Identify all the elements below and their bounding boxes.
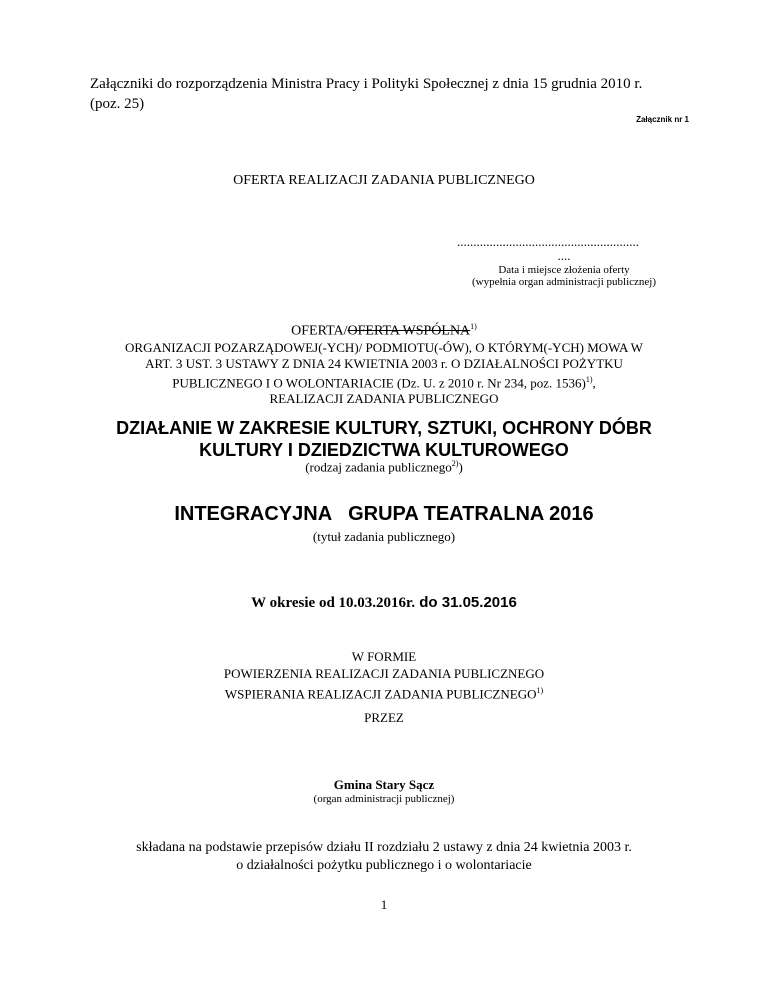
date-dotted-line: ........................................................ xyxy=(457,234,639,249)
footnote-ref: 2) xyxy=(451,459,459,468)
task-title: INTEGRACYJNA GRUPA TEATRALNA 2016 xyxy=(174,503,594,525)
date-label-note: (wypełnia organ administracji publicznej) xyxy=(472,276,656,288)
by-label: PRZEZ xyxy=(364,710,404,725)
date-dotted-line-continued: .... xyxy=(557,248,571,263)
offer-heading-struck-text: OFERTA WSPÓLNA xyxy=(347,323,471,339)
page-number: 1 xyxy=(380,897,388,912)
legal-basis-line: o działalności pożytku publicznego i o wolontariacie xyxy=(236,858,532,873)
org-line: ART. 3 UST. 3 USTAWY Z DNIA 24 KWIETNIA 2003 r. O DZIAŁALNOŚCI POŻYTKU xyxy=(145,356,623,371)
form-option: WSPIERANIA REALIZACJI ZADANIA PUBLICZNEGO$^{1)}$ xyxy=(224,686,544,702)
legal-basis xyxy=(80,839,688,875)
footnote-ref: 1) xyxy=(585,375,593,384)
authority-name: Gmina Stary Sącz xyxy=(333,777,435,792)
period-start: W okresie od 10.03.2016r. xyxy=(251,595,416,611)
org-line: PUBLICZNEGO I O WOLONTARIACIE (Dz. U. z 2010 r. Nr 234, poz. 1536)$^{1)}$, xyxy=(172,375,596,391)
org-line: ORGANIZACJI POZARZĄDOWEJ(-YCH)/ PODMIOTU(-ÓW), O KTÓRYM(-YCH) MOWA W xyxy=(125,340,643,355)
authority-caption: (organ administracji publicznej) xyxy=(313,793,455,805)
form-option: POWIERZENIA REALIZACJI ZADANIA PUBLICZNEGO xyxy=(223,666,545,681)
task-type-line: KULTURY I DZIEDZICTWA KULTUROWEGO xyxy=(199,440,569,460)
task-type-line: DZIAŁANIE W ZAKRESIE KULTURY, SZTUKI, OCHRONY DÓBR xyxy=(116,418,652,438)
offer-heading-text: OFERTA/ xyxy=(291,323,348,339)
date-place-box xyxy=(440,234,688,288)
task-type xyxy=(80,417,688,461)
offer-heading xyxy=(0,322,768,340)
form-of-task xyxy=(0,648,768,702)
date-label: Data i miejsce złożenia oferty xyxy=(498,264,630,276)
document-title: OFERTA REALIZACJI ZADANIA PUBLICZNEGO xyxy=(233,173,535,188)
annex-label: Załącznik nr 1 xyxy=(636,115,689,124)
regulation-header-position: (poz. 25) xyxy=(90,96,145,112)
period-end: do 31.05.2016 xyxy=(415,594,517,611)
regulation-header: Załączniki do rozporządzenia Ministra Pracy i Polityki Społecznej z dnia 15 grudnia 2010 r. xyxy=(90,76,643,92)
legal-basis-line: składana na podstawie przepisów działu II rozdziału 2 ustawy z dnia 24 kwietnia 2003 r. xyxy=(136,840,632,855)
org-line: REALIZACJI ZADANIA PUBLICZNEGO xyxy=(269,391,499,407)
task-title-caption: (tytuł zadania publicznego) xyxy=(312,529,456,544)
form-label: W FORMIE xyxy=(351,649,417,664)
task-type-caption: (rodzaj zadania publicznego$^{2)}$) xyxy=(305,459,463,475)
task-period xyxy=(0,594,768,612)
organization-description xyxy=(80,340,688,407)
footnote-ref: 1) xyxy=(470,322,477,331)
footnote-ref: 1) xyxy=(536,686,544,695)
